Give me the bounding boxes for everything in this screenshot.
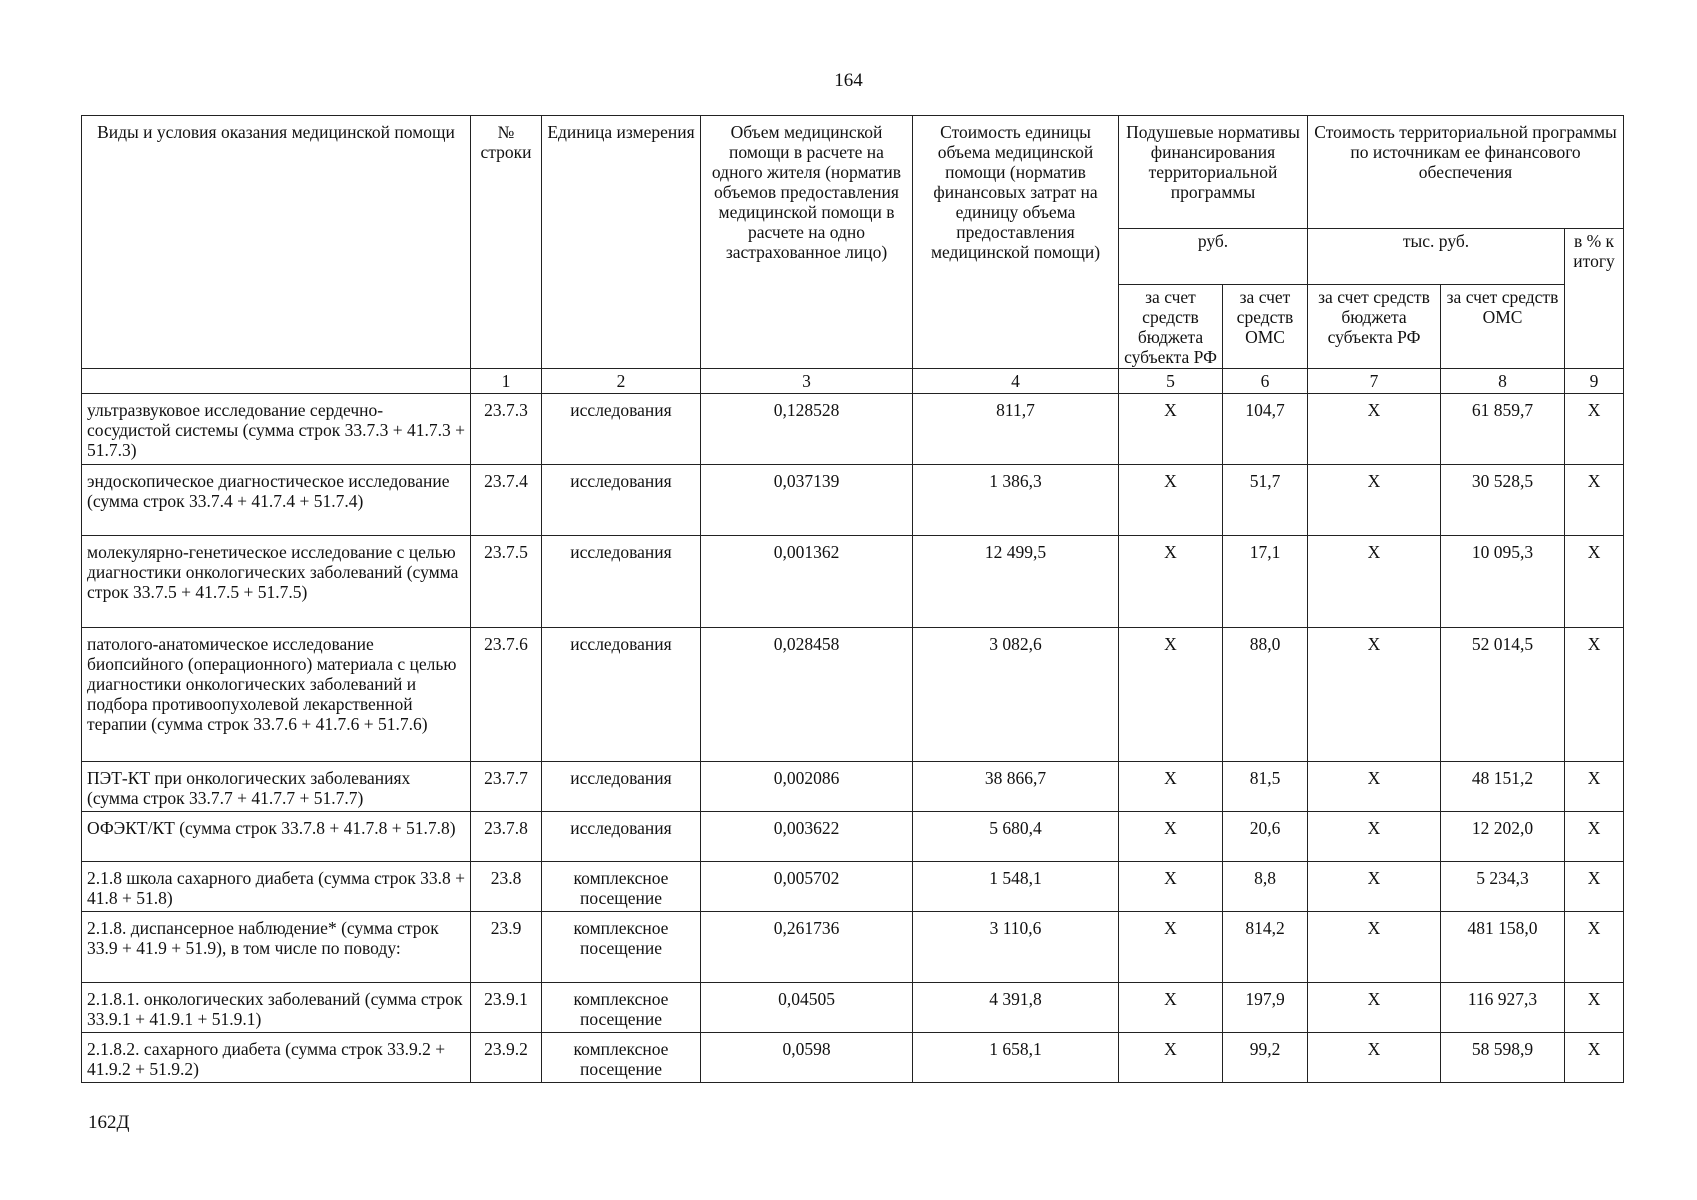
- column-number: 4: [913, 369, 1119, 394]
- row-oms-rub: 51,7: [1223, 465, 1308, 536]
- row-volume: 0,04505: [701, 983, 913, 1033]
- header-row-number: № строки: [471, 116, 542, 369]
- column-number: 6: [1223, 369, 1308, 394]
- row-pct: X: [1565, 983, 1624, 1033]
- row-number: 23.7.7: [471, 762, 542, 812]
- row-budget-thous: X: [1308, 983, 1441, 1033]
- header-budget-rub: за счет средств бюджета субъекта РФ: [1119, 285, 1223, 369]
- table-row: [82, 983, 1624, 1033]
- row-unit: исследования: [542, 394, 701, 465]
- row-pct: X: [1565, 862, 1624, 912]
- row-oms-rub: 99,2: [1223, 1033, 1308, 1083]
- row-oms-thous: 52 014,5: [1441, 628, 1565, 762]
- row-budget-thous: X: [1308, 394, 1441, 465]
- row-oms-rub: 20,6: [1223, 812, 1308, 862]
- row-number: 23.8: [471, 862, 542, 912]
- table-row: [82, 394, 1624, 465]
- row-budget-rub: X: [1119, 862, 1223, 912]
- row-oms-thous: 10 095,3: [1441, 536, 1565, 628]
- row-cost: 3 082,6: [913, 628, 1119, 762]
- row-oms-rub: 814,2: [1223, 912, 1308, 983]
- row-budget-rub: X: [1119, 912, 1223, 983]
- header-per-capita: Подушевые нормативы финансирования территориальной программы: [1119, 116, 1308, 229]
- header-volume: Объем медицинской помощи в расчете на одного жителя (норматив объемов предоставления медицинской помощи в расчете на одно застрахованное лицо): [701, 116, 913, 369]
- page-number: 164: [834, 70, 863, 91]
- header-unit: Единица измерения: [542, 116, 701, 369]
- row-unit: исследования: [542, 762, 701, 812]
- row-budget-rub: X: [1119, 1033, 1223, 1083]
- row-oms-thous: 58 598,9: [1441, 1033, 1565, 1083]
- row-name: эндоскопическое диагностическое исследование (сумма строк 33.7.4 + 41.7.4 + 51.7.4): [82, 465, 471, 536]
- row-pct: X: [1565, 394, 1624, 465]
- table-row: [82, 465, 1624, 536]
- row-number: 23.7.5: [471, 536, 542, 628]
- row-oms-thous: 5 234,3: [1441, 862, 1565, 912]
- row-number: 23.9.2: [471, 1033, 542, 1083]
- row-budget-rub: X: [1119, 465, 1223, 536]
- row-oms-rub: 197,9: [1223, 983, 1308, 1033]
- row-pct: X: [1565, 536, 1624, 628]
- table-row: [82, 1033, 1624, 1083]
- column-number: 2: [542, 369, 701, 394]
- row-budget-thous: X: [1308, 1033, 1441, 1083]
- row-name: 2.1.8.2. сахарного диабета (сумма строк 33.9.2 + 41.9.2 + 51.9.2): [82, 1033, 471, 1083]
- row-oms-rub: 81,5: [1223, 762, 1308, 812]
- row-unit: исследования: [542, 628, 701, 762]
- header-care-types: Виды и условия оказания медицинской помощи: [82, 116, 471, 369]
- row-unit: исследования: [542, 536, 701, 628]
- row-budget-rub: X: [1119, 762, 1223, 812]
- row-oms-rub: 88,0: [1223, 628, 1308, 762]
- column-number: [82, 369, 471, 394]
- row-cost: 811,7: [913, 394, 1119, 465]
- header-row-1: [82, 116, 1624, 229]
- row-cost: 1 548,1: [913, 862, 1119, 912]
- row-budget-thous: X: [1308, 628, 1441, 762]
- footer-code: 162Д: [88, 1112, 130, 1133]
- row-pct: X: [1565, 465, 1624, 536]
- row-number: 23.9: [471, 912, 542, 983]
- row-budget-thous: X: [1308, 862, 1441, 912]
- row-unit: комплексное посещение: [542, 983, 701, 1033]
- row-oms-rub: 8,8: [1223, 862, 1308, 912]
- row-oms-thous: 30 528,5: [1441, 465, 1565, 536]
- row-name: патолого-анатомическое исследование биопсийного (операционного) материала с целью диагностики онкологических заболеваний и подбора противоопухолевой лекарственной терапии (сумма строк 33.7.6 + 41.7.6 + 51.7.6): [82, 628, 471, 762]
- row-budget-thous: X: [1308, 812, 1441, 862]
- row-oms-rub: 17,1: [1223, 536, 1308, 628]
- row-oms-rub: 104,7: [1223, 394, 1308, 465]
- row-name: 2.1.8.1. онкологических заболеваний (сумма строк 33.9.1 + 41.9.1 + 51.9.1): [82, 983, 471, 1033]
- row-volume: 0,261736: [701, 912, 913, 983]
- table-row: [82, 812, 1624, 862]
- header-oms-rub: за счет средств ОМС: [1223, 285, 1308, 369]
- row-oms-thous: 116 927,3: [1441, 983, 1565, 1033]
- header-budget-thous: за счет средств бюджета субъекта РФ: [1308, 285, 1441, 369]
- row-cost: 4 391,8: [913, 983, 1119, 1033]
- row-budget-thous: X: [1308, 465, 1441, 536]
- header-program-cost: Стоимость территориальной программы по источникам ее финансового обеспечения: [1308, 116, 1624, 229]
- row-number: 23.9.1: [471, 983, 542, 1033]
- row-budget-rub: X: [1119, 983, 1223, 1033]
- row-pct: X: [1565, 1033, 1624, 1083]
- medical-care-table: [81, 115, 1624, 1083]
- row-name: ПЭТ-КТ при онкологических заболеваниях (сумма строк 33.7.7 + 41.7.7 + 51.7.7): [82, 762, 471, 812]
- row-budget-thous: X: [1308, 536, 1441, 628]
- row-volume: 0,037139: [701, 465, 913, 536]
- row-cost: 38 866,7: [913, 762, 1119, 812]
- row-unit: комплексное посещение: [542, 912, 701, 983]
- table-row: [82, 862, 1624, 912]
- column-number: 9: [1565, 369, 1624, 394]
- column-number: 7: [1308, 369, 1441, 394]
- table-row: [82, 912, 1624, 983]
- row-cost: 12 499,5: [913, 536, 1119, 628]
- header-pct-total: в % к итогу: [1565, 229, 1624, 369]
- row-volume: 0,028458: [701, 628, 913, 762]
- row-pct: X: [1565, 812, 1624, 862]
- row-name: ОФЭКТ/КТ (сумма строк 33.7.8 + 41.7.8 + 51.7.8): [82, 812, 471, 862]
- row-number: 23.7.3: [471, 394, 542, 465]
- row-oms-thous: 48 151,2: [1441, 762, 1565, 812]
- row-number: 23.7.4: [471, 465, 542, 536]
- row-volume: 0,0598: [701, 1033, 913, 1083]
- row-cost: 3 110,6: [913, 912, 1119, 983]
- column-number: 1: [471, 369, 542, 394]
- row-oms-thous: 12 202,0: [1441, 812, 1565, 862]
- row-oms-thous: 481 158,0: [1441, 912, 1565, 983]
- row-name: 2.1.8 школа сахарного диабета (сумма строк 33.8 + 41.8 + 51.8): [82, 862, 471, 912]
- row-budget-rub: X: [1119, 812, 1223, 862]
- row-budget-rub: X: [1119, 536, 1223, 628]
- row-pct: X: [1565, 912, 1624, 983]
- row-budget-thous: X: [1308, 762, 1441, 812]
- row-number: 23.7.8: [471, 812, 542, 862]
- row-cost: 5 680,4: [913, 812, 1119, 862]
- row-unit: комплексное посещение: [542, 1033, 701, 1083]
- table-row: [82, 628, 1624, 762]
- row-number: 23.7.6: [471, 628, 542, 762]
- row-unit: исследования: [542, 812, 701, 862]
- table-row: [82, 536, 1624, 628]
- row-budget-thous: X: [1308, 912, 1441, 983]
- row-oms-thous: 61 859,7: [1441, 394, 1565, 465]
- row-unit: комплексное посещение: [542, 862, 701, 912]
- column-number: 5: [1119, 369, 1223, 394]
- row-volume: 0,002086: [701, 762, 913, 812]
- column-number: 3: [701, 369, 913, 394]
- header-oms-thous: за счет средств ОМС: [1441, 285, 1565, 369]
- row-volume: 0,005702: [701, 862, 913, 912]
- row-name: ультразвуковое исследование сердечно-сосудистой системы (сумма строк 33.7.3 + 41.7.3 + 51.7.3): [82, 394, 471, 465]
- header-rub: руб.: [1119, 229, 1308, 285]
- row-volume: 0,003622: [701, 812, 913, 862]
- row-budget-rub: X: [1119, 394, 1223, 465]
- column-number-row: [82, 369, 1624, 394]
- row-volume: 0,128528: [701, 394, 913, 465]
- header-unit-cost: Стоимость единицы объема медицинской помощи (норматив финансовых затрат на единицу объема предоставления медицинской помощи): [913, 116, 1119, 369]
- row-name: 2.1.8. диспансерное наблюдение* (сумма строк 33.9 + 41.9 + 51.9), в том числе по поводу:: [82, 912, 471, 983]
- row-cost: 1 658,1: [913, 1033, 1119, 1083]
- row-cost: 1 386,3: [913, 465, 1119, 536]
- column-number: 8: [1441, 369, 1565, 394]
- row-pct: X: [1565, 762, 1624, 812]
- header-thous-rub: тыс. руб.: [1308, 229, 1565, 285]
- table-row: [82, 762, 1624, 812]
- row-name: молекулярно-генетическое исследование с целью диагностики онкологических заболеваний (сумма строк 33.7.5 + 41.7.5 + 51.7.5): [82, 536, 471, 628]
- row-unit: исследования: [542, 465, 701, 536]
- row-pct: X: [1565, 628, 1624, 762]
- row-volume: 0,001362: [701, 536, 913, 628]
- row-budget-rub: X: [1119, 628, 1223, 762]
